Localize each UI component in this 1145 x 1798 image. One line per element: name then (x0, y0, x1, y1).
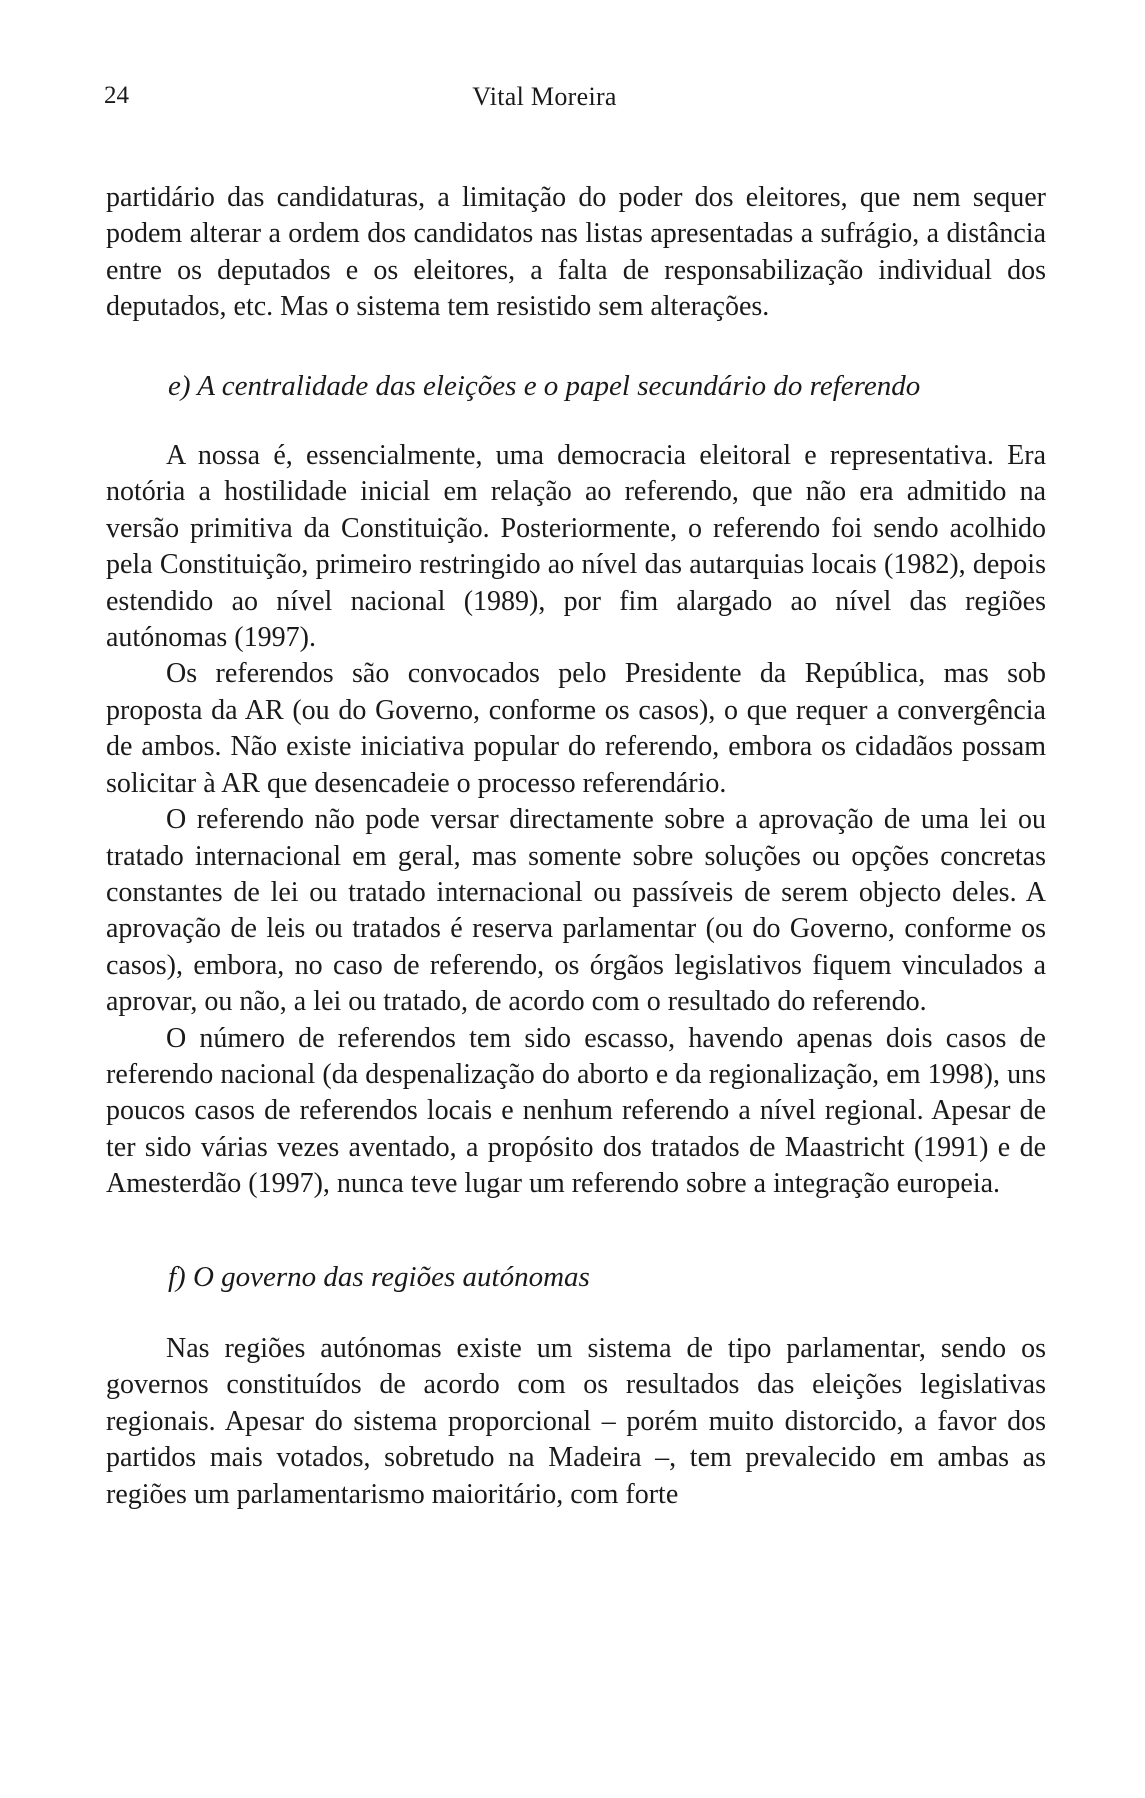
body-text (106, 180, 1046, 1513)
paragraph: Nas regiões autónomas existe um sistema de tipo parlamentar, sendo os governos constituídos de acordo com os resultados das eleições legislativas regionais. Apesar do sistema proporcional – porém muito distorcido, a favor dos partidos mais votados, sobretudo na Madeira –, tem prevalecido em ambas as regiões um parlamentarismo maioritário, com forte (106, 1332, 1046, 1510)
running-title: Vital Moreira (472, 82, 617, 111)
paragraph: A nossa é, essencialmente, uma democracia eleitoral e representativa. Era notória a hostilidade inicial em relação ao referendo, que não era admitido na versão primitiva da Constituição. Posteriormente, o referendo foi sendo acolhido pela Constituição, primeiro restringido ao nível das autarquias locais (1982), depois estendido ao nível nacional (1989), por fim alargado ao nível das regiões autónomas (1997). (106, 440, 1046, 654)
section-heading-f: f) O governo das regiões autónomas (168, 1260, 590, 1293)
paragraph: O referendo não pode versar directamente sobre a aprovação de uma lei ou tratado internacional em geral, mas somente sobre soluções ou opções concretas constantes de lei ou tratado internacional ou passíveis de serem objecto deles. A aprovação de leis ou tratados é reserva parlamentar (ou do Governo, conforme os casos), embora, no caso de referendo, os órgãos legislativos fiquem vinculados a aprovar, ou não, a lei ou tratado, de acordo com o resultado do referendo. (106, 804, 1046, 1018)
running-header (104, 82, 985, 122)
paragraph: Os referendos são convocados pelo Presidente da República, mas sob proposta da AR (ou do Governo, conforme os casos), o que requer a convergência de ambos. Não existe iniciativa popular do referendo, embora os cidadãos possam solicitar à AR que desencadeie o processo referendário. (106, 658, 1046, 799)
page-number: 24 (104, 82, 129, 109)
paragraph-continuation: partidário das candidaturas, a limitação do poder dos eleitores, que nem sequer podem alterar a ordem dos candidatos nas listas apresentadas a sufrágio, a distância entre os deputados e os eleitores, a falta de responsabilização individual dos deputados, etc. Mas o sistema tem resistido sem alterações. (106, 182, 1046, 323)
paragraph: O número de referendos tem sido escasso, havendo apenas dois casos de referendo nacional (da despenalização do aborto e da regionalização, em 1998), uns poucos casos de referendos locais e nenhum referendo a nível regional. Apesar de ter sido várias vezes aventado, a propósito dos tratados de Maastricht (1991) e de Amesterdão (1997), nunca teve lugar um referendo sobre a integração europeia. (106, 1022, 1046, 1200)
section-heading-e: e) A centralidade das eleições e o papel secundário do referendo (168, 369, 921, 402)
